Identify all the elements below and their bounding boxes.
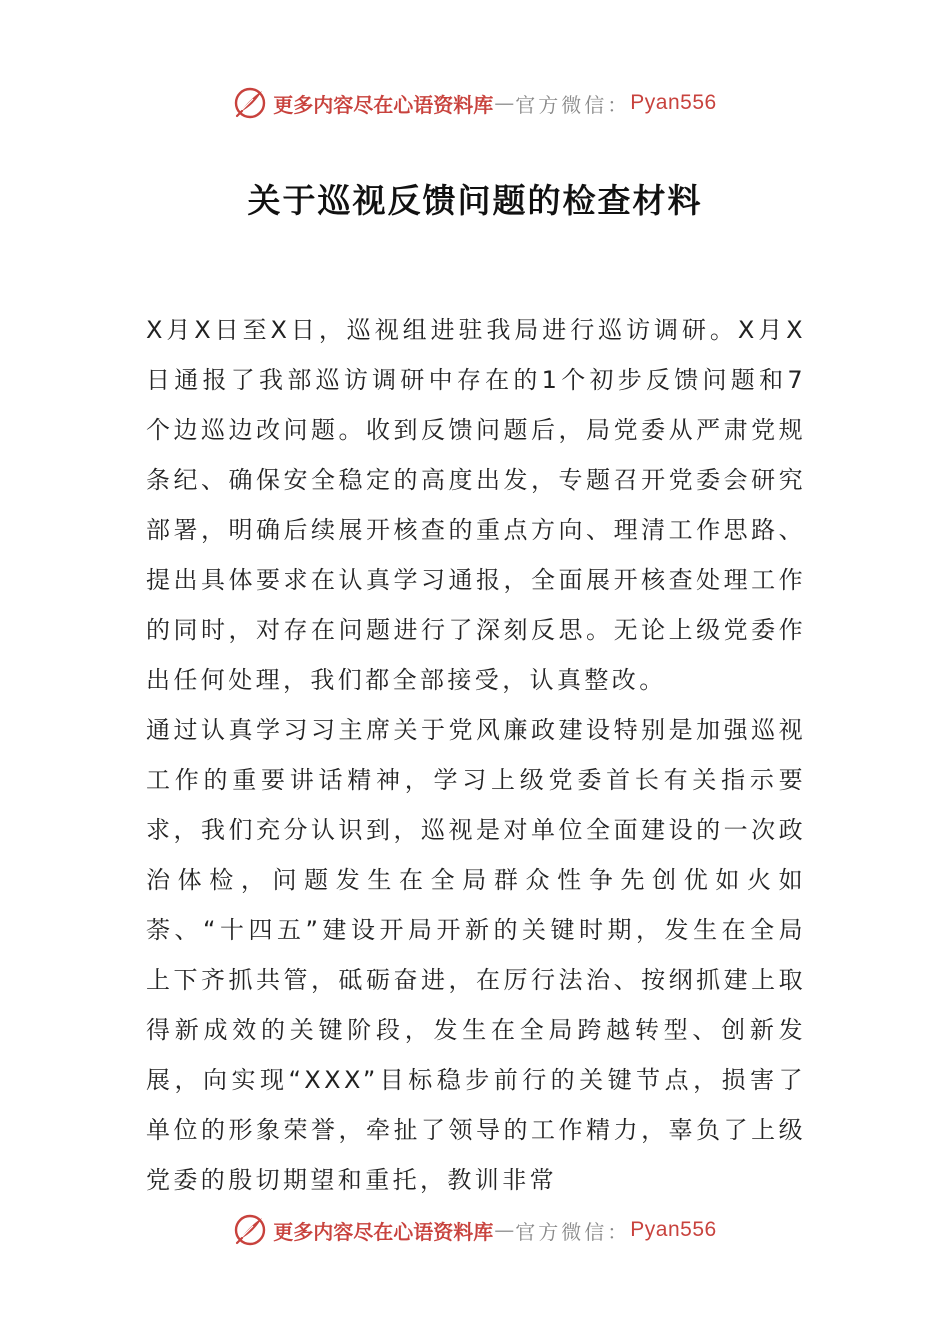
watermark-site-text: 更多内容尽在心语资料库 [273, 1219, 494, 1244]
watermark-wechat-id: Pyan556 [630, 91, 717, 114]
watermark-wechat-id: Pyan556 [630, 1218, 717, 1241]
watermark-site-text: 更多内容尽在心语资料库 [273, 92, 494, 117]
feather-pen-circle-icon [233, 86, 267, 120]
watermark-dash: — [494, 91, 515, 115]
paragraph: 通过认真学习习主席关于党风廉政建设特别是加强巡视工作的重要讲话精神，学习上级党委首长有关指示要求，我们充分认识到，巡视是对单位全面建设的一次政治体检，问题发生在全局群众性争先创优如火如荼、“十四五”建设开局开新的关键时期，发生在全局上下齐抓共管，砥砺奋进，在厉行法治、按纲抓建上取得新成效的关键阶段，发生在全局跨越转型、创新发展，向实现“XXX”目标稳步前行的关键节点，损害了单位的形象荣誉，牵扯了领导的工作精力，辜负了上级党委的殷切期望和重托，教训非常 [146, 716, 806, 1194]
watermark-header [0, 83, 950, 123]
watermark-dash: — [494, 1218, 515, 1242]
paragraph: X月X日至X日，巡视组进驻我局进行巡访调研。X月X日通报了我部巡访调研中存在的1个初步反馈问题和7个边巡边改问题。收到反馈问题后，局党委从严肃党规条纪、确保安全稳定的高度出发，专题召开党委会研究部署，明确后续展开核查的重点方向、理清工作思路、提出具体要求在认真学习通报，全面展开核查处理工作的同时，对存在问题进行了深刻反思。无论上级党委作出任何处理，我们都全部接受，认真整改。 [146, 316, 806, 694]
feather-pen-circle-icon [233, 1213, 267, 1247]
document-title: 关于巡视反馈问题的检查材料 [247, 181, 703, 220]
watermark-wechat-label: 官方微信： [515, 1219, 631, 1244]
watermark-wechat-label: 官方微信： [515, 92, 631, 117]
document-body [146, 305, 806, 1205]
watermark-footer [0, 1210, 950, 1250]
